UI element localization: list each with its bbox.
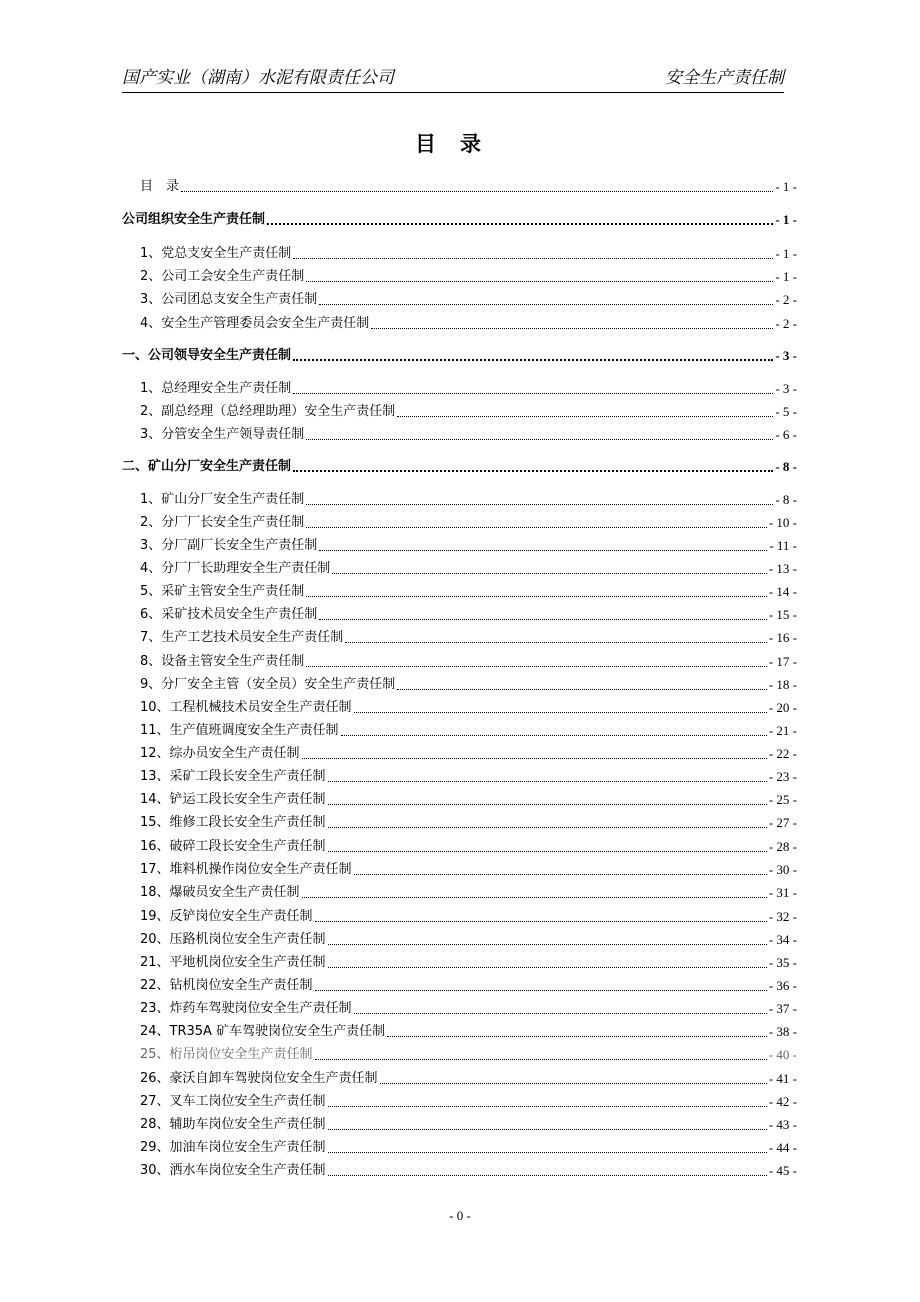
toc-entry-label: 5、采矿主管安全生产责任制 (140, 584, 305, 599)
toc-dot-leader (319, 619, 767, 620)
toc-entry-label: 22、钻机岗位安全生产责任制 (140, 978, 313, 993)
toc-entry[interactable] (122, 401, 797, 421)
toc-entry-label: 30、洒水车岗位安全生产责任制 (140, 1163, 326, 1178)
toc-entry[interactable] (122, 906, 797, 926)
toc-dot-leader (302, 758, 767, 759)
toc-entry-label: 12、综办员安全生产责任制 (140, 746, 300, 761)
company-name: 国产实业（湖南）水泥有限责任公司 (122, 68, 394, 88)
toc-entry[interactable] (122, 581, 797, 601)
toc-entry[interactable] (122, 743, 797, 763)
toc-entry[interactable] (122, 209, 797, 229)
toc-entry-label: 一、公司领导安全生产责任制 (122, 348, 292, 363)
toc-dot-leader (315, 921, 767, 922)
toc-dot-leader (328, 1152, 767, 1153)
toc-entry-page: - 16 - (768, 630, 797, 645)
toc-dot-leader (302, 897, 767, 898)
toc-entry-page: - 8 - (775, 492, 797, 507)
toc-entry-label: 27、叉车工岗位安全生产责任制 (140, 1094, 326, 1109)
toc-entry[interactable] (122, 243, 797, 263)
toc-entry-page: - 2 - (775, 316, 797, 331)
toc-entry-page: - 40 - (768, 1047, 797, 1062)
toc-entry[interactable] (122, 313, 797, 333)
toc-dot-leader (319, 304, 773, 305)
toc-entry[interactable] (122, 674, 797, 694)
toc-entry[interactable] (122, 604, 797, 624)
toc-dot-leader (181, 191, 773, 192)
toc-dot-leader (328, 1106, 767, 1107)
toc-entry[interactable] (122, 266, 797, 286)
toc-entry-label: 14、铲运工段长安全生产责任制 (140, 792, 326, 807)
toc-entry-page: - 41 - (768, 1071, 797, 1086)
toc-entry-page: - 23 - (768, 769, 797, 784)
toc-entry-page: - 3 - (775, 348, 797, 363)
toc-entry-page: - 25 - (768, 792, 797, 807)
toc-dot-leader (328, 1129, 767, 1130)
toc-entry-page: - 1 - (775, 212, 797, 227)
toc-entry[interactable] (122, 1044, 797, 1064)
toc-entry-page: - 22 - (768, 746, 797, 761)
toc-entry-label: 4、安全生产管理委员会安全生产责任制 (140, 316, 370, 331)
toc-entry-label: 8、设备主管安全生产责任制 (140, 654, 305, 669)
toc-entry-page: - 3 - (775, 381, 797, 396)
toc-entry-label: 1、矿山分厂安全生产责任制 (140, 492, 305, 507)
toc-entry-label: 17、堆料机操作岗位安全生产责任制 (140, 862, 352, 877)
toc-entry[interactable] (122, 651, 797, 671)
toc-dot-leader (293, 258, 773, 259)
toc-entry-page: - 5 - (775, 404, 797, 419)
toc-entry-label: 11、生产值班调度安全生产责任制 (140, 723, 339, 738)
toc-dot-leader (332, 573, 767, 574)
toc-entry[interactable] (122, 378, 797, 398)
toc-entry-page: - 32 - (768, 909, 797, 924)
toc-entry-page: - 15 - (768, 607, 797, 622)
toc-dot-leader (341, 735, 767, 736)
toc-entry-label: 15、维修工段长安全生产责任制 (140, 815, 326, 830)
toc-entry-page: - 31 - (768, 885, 797, 900)
toc-entry[interactable] (122, 1160, 797, 1180)
toc-entry[interactable] (122, 456, 797, 476)
toc-dot-leader (306, 596, 767, 597)
toc-dot-leader (328, 827, 767, 828)
toc-entry-page: - 28 - (768, 839, 797, 854)
toc-entry-label: 10、工程机械技术员安全生产责任制 (140, 700, 352, 715)
toc-entry-label: 29、加油车岗位安全生产责任制 (140, 1140, 326, 1155)
toc-entry-label: 9、分厂安全主管（安全员）安全生产责任制 (140, 677, 396, 692)
toc-entry[interactable] (122, 998, 797, 1018)
toc-entry-page: - 30 - (768, 862, 797, 877)
toc-dot-leader (354, 874, 767, 875)
toc-entry-label: 20、压路机岗位安全生产责任制 (140, 932, 326, 947)
toc-entry[interactable] (122, 812, 797, 832)
toc-entry-page: - 11 - (769, 538, 797, 553)
document-title: 安全生产责任制 (665, 68, 784, 88)
toc-dot-leader (306, 504, 773, 505)
page-number: - 0 - (449, 1208, 471, 1223)
toc-entry[interactable] (122, 1021, 797, 1041)
toc-entry-label: 目 录 (140, 179, 180, 194)
toc-entry[interactable] (122, 289, 797, 309)
toc-entry[interactable] (122, 535, 797, 555)
toc-dot-leader (345, 642, 767, 643)
toc-entry-page: - 21 - (768, 723, 797, 738)
toc-dot-leader (397, 689, 767, 690)
toc-entry-page: - 38 - (768, 1024, 797, 1039)
toc-entry-page: - 27 - (768, 815, 797, 830)
toc-entry-page: - 44 - (768, 1140, 797, 1155)
toc-entry-page: - 2 - (775, 292, 797, 307)
toc-entry[interactable] (122, 766, 797, 786)
toc-entry[interactable] (122, 859, 797, 879)
toc-entry-page: - 35 - (768, 955, 797, 970)
toc-entry-page: - 13 - (768, 561, 797, 576)
toc-entry-label: 25、桁吊岗位安全生产责任制 (140, 1047, 313, 1062)
toc-dot-leader (380, 1083, 767, 1084)
toc-entry-page: - 6 - (775, 427, 797, 442)
toc-entry-label: 公司组织安全生产责任制 (122, 212, 266, 227)
toc-entry-page: - 14 - (768, 584, 797, 599)
toc-entry[interactable] (122, 1068, 797, 1088)
toc-entry[interactable] (122, 952, 797, 972)
toc-entry-page: - 37 - (768, 1001, 797, 1016)
toc-entry-page: - 18 - (768, 677, 797, 692)
toc-dot-leader (319, 550, 767, 551)
toc-dot-leader (354, 1013, 767, 1014)
toc-entry-page: - 8 - (775, 459, 797, 474)
toc-dot-leader (267, 223, 773, 225)
toc-dot-leader (371, 328, 773, 329)
toc-entry[interactable] (122, 512, 797, 532)
toc-entry[interactable] (122, 176, 797, 196)
toc-dot-leader (387, 1036, 767, 1037)
toc-entry-page: - 10 - (768, 515, 797, 530)
toc-dot-leader (328, 1175, 767, 1176)
toc-dot-leader (293, 393, 773, 394)
toc-entry-label: 26、豪沃自卸车驾驶岗位安全生产责任制 (140, 1071, 378, 1086)
toc-dot-leader (306, 439, 773, 440)
toc-entry-label: 24、TR35A 矿车驾驶岗位安全生产责任制 (140, 1024, 386, 1039)
toc-entry[interactable] (122, 882, 797, 902)
toc-entry-page: - 1 - (775, 269, 797, 284)
toc-entry-page: - 17 - (768, 654, 797, 669)
toc-entry-label: 21、平地机岗位安全生产责任制 (140, 955, 326, 970)
toc-dot-leader (306, 527, 767, 528)
toc-entry[interactable] (122, 424, 797, 444)
toc-entry[interactable] (122, 720, 797, 740)
toc-entry[interactable] (122, 1137, 797, 1157)
toc-entry-page: - 36 - (768, 978, 797, 993)
toc-entry-label: 3、分厂副厂长安全生产责任制 (140, 538, 318, 553)
toc-dot-leader (397, 416, 773, 417)
toc-entry-page: - 1 - (775, 179, 797, 194)
toc-entry[interactable] (122, 975, 797, 995)
toc-heading: 目录 (415, 131, 505, 156)
page-header (122, 62, 784, 93)
toc-entry-page: - 43 - (768, 1117, 797, 1132)
toc-entry-label: 二、矿山分厂安全生产责任制 (122, 459, 292, 474)
toc-dot-leader (293, 359, 773, 361)
toc-entry-page: - 45 - (768, 1163, 797, 1178)
toc-entry[interactable] (122, 929, 797, 949)
toc-dot-leader (293, 470, 773, 472)
toc-entry[interactable] (122, 697, 797, 717)
toc-dot-leader (328, 967, 767, 968)
toc-entry[interactable] (122, 627, 797, 647)
toc-entry-label: 3、公司团总支安全生产责任制 (140, 292, 318, 307)
toc-dot-leader (315, 1059, 767, 1060)
toc-entry-label: 18、爆破员安全生产责任制 (140, 885, 300, 900)
toc-dot-leader (306, 666, 767, 667)
toc-entry-label: 19、反铲岗位安全生产责任制 (140, 909, 313, 924)
toc-entry-page: - 1 - (775, 246, 797, 261)
toc-dot-leader (328, 944, 767, 945)
toc-entry-label: 28、辅助车岗位安全生产责任制 (140, 1117, 326, 1132)
toc-entry-label: 23、炸药车驾驶岗位安全生产责任制 (140, 1001, 352, 1016)
toc-entry[interactable] (122, 1091, 797, 1111)
toc-entry[interactable] (122, 345, 797, 365)
toc-entry-label: 1、党总支安全生产责任制 (140, 246, 292, 261)
toc-dot-leader (328, 804, 767, 805)
toc-entry-label: 1、总经理安全生产责任制 (140, 381, 292, 396)
toc-entry[interactable] (122, 489, 797, 509)
toc-entry-label: 7、生产工艺技术员安全生产责任制 (140, 630, 344, 645)
toc-entry-label: 13、采矿工段长安全生产责任制 (140, 769, 326, 784)
toc-entry-label: 2、分厂厂长安全生产责任制 (140, 515, 305, 530)
toc-entry[interactable] (122, 836, 797, 856)
toc-entry-label: 16、破碎工段长安全生产责任制 (140, 839, 326, 854)
toc-entry-label: 2、副总经理（总经理助理）安全生产责任制 (140, 404, 396, 419)
toc-entry-label: 3、分管安全生产领导责任制 (140, 427, 305, 442)
toc-entry-label: 2、公司工会安全生产责任制 (140, 269, 305, 284)
toc-dot-leader (328, 781, 767, 782)
toc-dot-leader (354, 712, 767, 713)
toc-dot-leader (315, 990, 767, 991)
toc-entry-page: - 34 - (768, 932, 797, 947)
toc-entry-label: 4、分厂厂长助理安全生产责任制 (140, 561, 331, 576)
toc-entry-label: 6、采矿技术员安全生产责任制 (140, 607, 318, 622)
toc-dot-leader (306, 281, 773, 282)
toc-entry-page: - 42 - (768, 1094, 797, 1109)
toc-entry[interactable] (122, 558, 797, 578)
toc-dot-leader (328, 851, 767, 852)
toc-entry-page: - 20 - (768, 700, 797, 715)
toc-entry[interactable] (122, 789, 797, 809)
toc-entry[interactable] (122, 1114, 797, 1134)
